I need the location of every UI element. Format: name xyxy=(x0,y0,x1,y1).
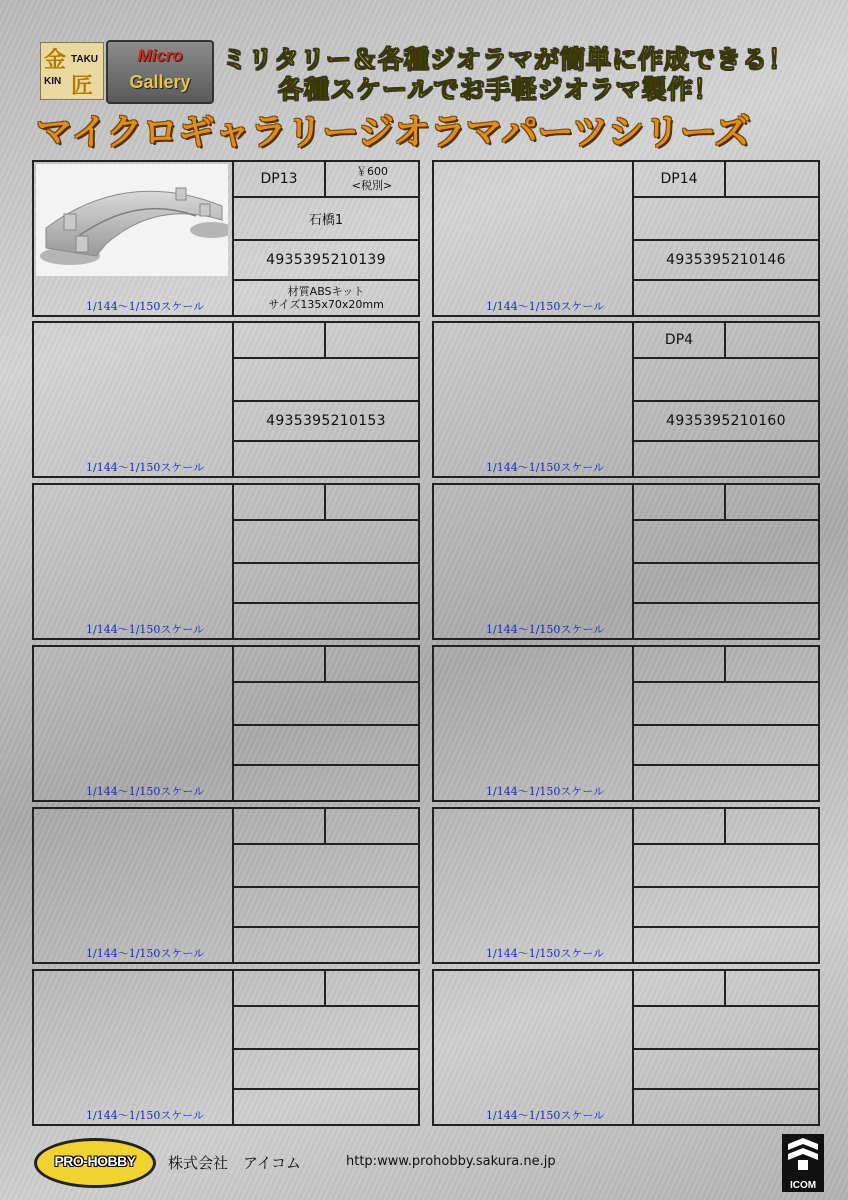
spec-cell xyxy=(234,928,418,962)
price-cell xyxy=(726,485,818,519)
product-code xyxy=(634,647,726,681)
website-url[interactable]: http:www.prohobby.sakura.ne.jp xyxy=(346,1154,556,1169)
product-info-grid xyxy=(234,162,418,315)
price-cell xyxy=(726,323,818,357)
scale-label: 1/144～1/150スケール xyxy=(486,623,605,636)
jan-code xyxy=(634,564,818,604)
product-info-grid xyxy=(234,323,418,476)
product-name xyxy=(234,683,418,726)
logo-gallery-text: Gallery xyxy=(129,72,191,92)
code-price-row xyxy=(234,809,418,845)
jan-code xyxy=(634,888,818,928)
product-code xyxy=(234,809,326,843)
logo-micro-text: Micro xyxy=(137,46,183,65)
price-cell xyxy=(726,971,818,1005)
product-code: DP13 xyxy=(234,162,326,196)
product-info-grid xyxy=(634,647,818,800)
price-cell xyxy=(326,647,418,681)
scale-label: 1/144～1/150スケール xyxy=(86,300,205,313)
product-code xyxy=(234,323,326,357)
product-photo-area xyxy=(434,485,634,638)
product-card xyxy=(432,483,820,640)
product-info-grid xyxy=(634,162,818,315)
product-info-grid xyxy=(234,971,418,1124)
product-photo-area xyxy=(34,971,234,1124)
product-name xyxy=(234,521,418,564)
spec-cell xyxy=(234,281,418,315)
jan-code xyxy=(234,1050,418,1090)
pro-hobby-logo-text: PRO-HOBBY xyxy=(54,1153,136,1169)
product-code xyxy=(234,647,326,681)
product-photo xyxy=(36,164,228,276)
scale-label: 1/144～1/150スケール xyxy=(486,461,605,474)
jan-code xyxy=(234,888,418,928)
jan-code: 4935395210153 xyxy=(234,402,418,442)
product-card xyxy=(32,807,420,964)
product-name xyxy=(634,683,818,726)
product-photo-area xyxy=(34,647,234,800)
product-code xyxy=(234,971,326,1005)
product-name xyxy=(234,845,418,888)
price-cell xyxy=(726,809,818,843)
jan-code xyxy=(634,1050,818,1090)
size-spec: サイズ135x70x20mm xyxy=(268,298,384,311)
product-price: ￥600 xyxy=(356,165,388,178)
spec-cell xyxy=(634,766,818,800)
product-card xyxy=(432,645,820,802)
price-cell xyxy=(726,647,818,681)
product-photo-area xyxy=(34,323,234,476)
scale-label: 1/144～1/150スケール xyxy=(486,785,605,798)
product-name xyxy=(634,359,818,402)
logo-taku-text: TAKU xyxy=(71,54,99,65)
product-card xyxy=(432,969,820,1126)
product-card xyxy=(32,160,420,317)
product-info-grid xyxy=(234,809,418,962)
jan-code xyxy=(234,564,418,604)
jan-code xyxy=(634,726,818,766)
series-title: マイクロギャラリージオラマパーツシリーズ xyxy=(36,112,751,153)
code-price-row xyxy=(634,162,818,198)
product-info-grid xyxy=(234,485,418,638)
product-info-grid xyxy=(634,485,818,638)
spec-cell xyxy=(234,766,418,800)
pro-hobby-logo xyxy=(34,1138,156,1188)
spec-cell xyxy=(634,928,818,962)
product-name xyxy=(634,1007,818,1050)
product-name: 石橋1 xyxy=(234,198,418,241)
product-photo-area xyxy=(434,971,634,1124)
scale-label: 1/144～1/150スケール xyxy=(86,1109,205,1122)
tagline-2: 各種スケールでお手軽ジオラマ製作！ xyxy=(278,75,720,104)
product-card xyxy=(432,807,820,964)
product-photo-area xyxy=(434,647,634,800)
product-photo-area xyxy=(434,809,634,962)
scale-label: 1/144～1/150スケール xyxy=(86,947,205,960)
product-card xyxy=(32,321,420,478)
code-price-row xyxy=(234,647,418,683)
product-card xyxy=(32,969,420,1126)
product-photo-area xyxy=(34,162,234,315)
product-photo-area xyxy=(34,809,234,962)
product-code xyxy=(634,971,726,1005)
scale-label: 1/144～1/150スケール xyxy=(486,1109,605,1122)
kintaku-logo xyxy=(40,42,104,100)
product-card xyxy=(432,321,820,478)
product-name xyxy=(634,521,818,564)
scale-label: 1/144～1/150スケール xyxy=(486,300,605,313)
price-cell xyxy=(726,162,818,196)
spec-cell xyxy=(234,442,418,476)
material-spec: 材質ABSキット xyxy=(287,285,365,298)
tax-note: <税別> xyxy=(351,179,393,192)
scale-label: 1/144～1/150スケール xyxy=(86,461,205,474)
product-card xyxy=(432,160,820,317)
spec-cell xyxy=(634,604,818,638)
code-price-row xyxy=(234,162,418,198)
icom-mark-icon xyxy=(782,1134,824,1176)
price-cell xyxy=(326,485,418,519)
product-code xyxy=(634,809,726,843)
product-card xyxy=(32,645,420,802)
product-code xyxy=(234,485,326,519)
product-photo-area xyxy=(34,485,234,638)
jan-code: 4935395210146 xyxy=(634,241,818,281)
product-name xyxy=(634,845,818,888)
product-name xyxy=(634,198,818,241)
product-name xyxy=(234,359,418,402)
code-price-row xyxy=(234,971,418,1007)
icom-logo xyxy=(782,1134,824,1192)
product-code: DP4 xyxy=(634,323,726,357)
product-info-grid xyxy=(634,323,818,476)
code-price-row xyxy=(234,323,418,359)
product-info-grid xyxy=(634,971,818,1124)
tagline-1: ミリタリー＆各種ジオラマが簡単に作成できる！ xyxy=(222,45,795,74)
logo-kin-text: KIN xyxy=(44,76,62,87)
jan-code: 4935395210160 xyxy=(634,402,818,442)
product-code xyxy=(634,485,726,519)
price-cell xyxy=(326,162,418,196)
scale-label: 1/144～1/150スケール xyxy=(486,947,605,960)
scale-label: 1/144～1/150スケール xyxy=(86,623,205,636)
spec-cell xyxy=(634,1090,818,1124)
price-cell xyxy=(326,971,418,1005)
code-price-row xyxy=(634,971,818,1007)
company-name: 株式会社 アイコム xyxy=(168,1154,302,1172)
jan-code: 4935395210139 xyxy=(234,241,418,281)
code-price-row xyxy=(634,647,818,683)
code-price-row xyxy=(634,323,818,359)
product-photo-area xyxy=(434,323,634,476)
product-name xyxy=(234,1007,418,1050)
icom-logo-text: ICOM xyxy=(789,1180,817,1191)
stone-bridge-image xyxy=(36,164,228,276)
product-card xyxy=(32,483,420,640)
logo-takumi-char: 匠 xyxy=(71,73,94,99)
micro-gallery-logo xyxy=(106,40,214,104)
spec-cell xyxy=(234,1090,418,1124)
product-photo-area xyxy=(434,162,634,315)
price-cell xyxy=(326,809,418,843)
code-price-row xyxy=(634,809,818,845)
product-code: DP14 xyxy=(634,162,726,196)
code-price-row xyxy=(234,485,418,521)
logo-kin-char: 金 xyxy=(44,47,67,73)
spec-cell xyxy=(234,604,418,638)
price-cell xyxy=(326,323,418,357)
scale-label: 1/144～1/150スケール xyxy=(86,785,205,798)
product-info-grid xyxy=(634,809,818,962)
code-price-row xyxy=(634,485,818,521)
spec-cell xyxy=(634,442,818,476)
jan-code xyxy=(234,726,418,766)
product-info-grid xyxy=(234,647,418,800)
spec-cell xyxy=(634,281,818,315)
